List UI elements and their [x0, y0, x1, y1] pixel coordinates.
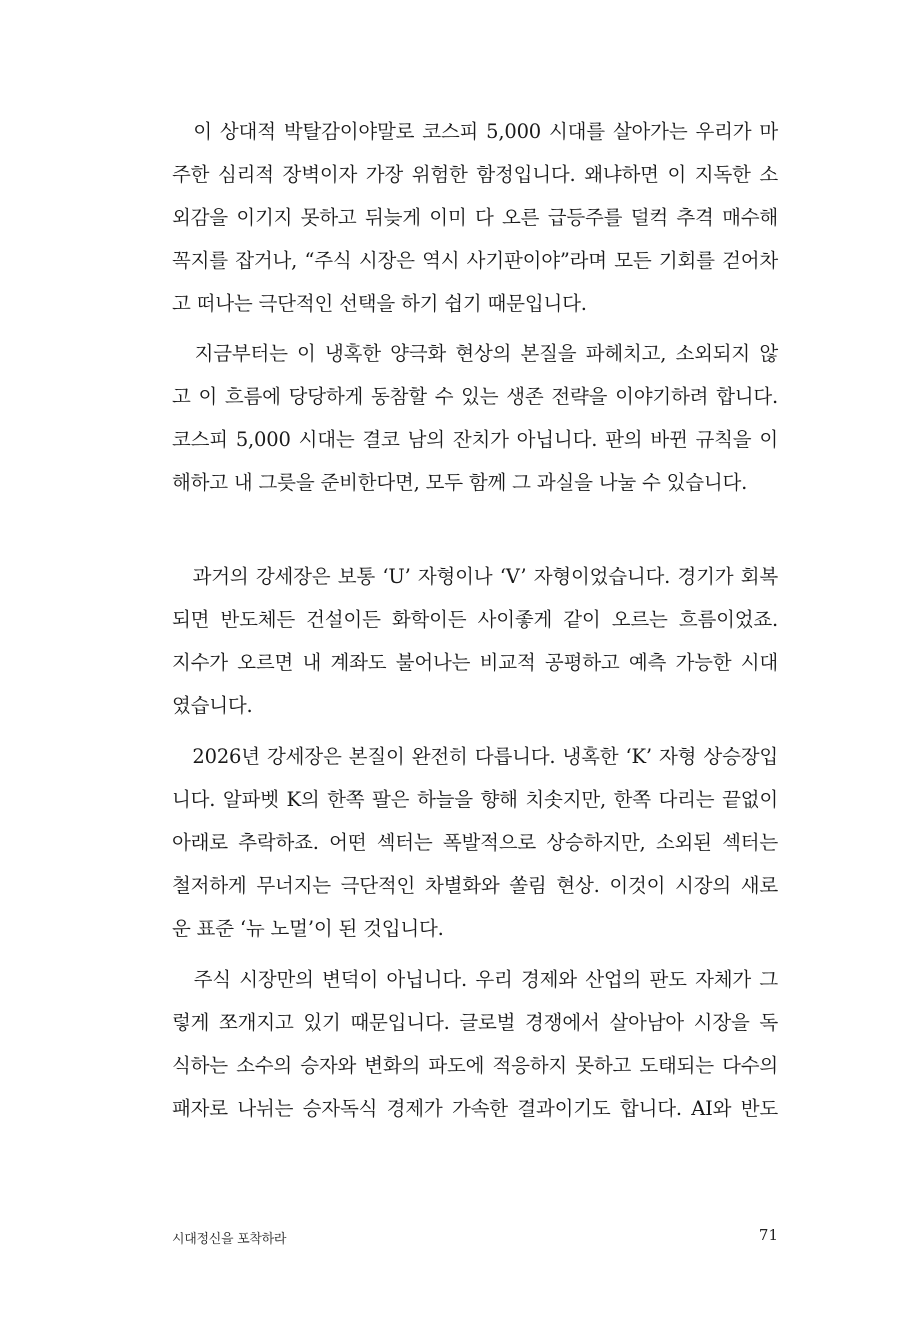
paragraph-2-line-4: 해하고 내 그릇을 준비한다면, 모두 함께 그 과실을 나눌 수 있습니다. [172, 471, 748, 494]
paragraph-2-line-3: 코스피 5,000 시대는 결코 남의 잔치가 아닙니다. 판의 바뀐 규칙을 이 [172, 428, 778, 451]
paragraph-3-line-4: 였습니다. [172, 694, 253, 717]
paragraph-1-line-4: 꼭지를 잡거나, “주식 시장은 역시 사기판이야”라며 모든 기회를 걷어차 [172, 249, 778, 272]
paragraph-5-line-2: 렇게 쪼개지고 있기 때문입니다. 글로벌 경쟁에서 살아남아 시장을 독 [172, 1011, 778, 1034]
paragraph-4-line-2: 니다. 알파벳 K의 한쪽 팔은 하늘을 향해 치솟지만, 한쪽 다리는 끝없이 [172, 788, 778, 811]
paragraph-1-line-5: 고 떠나는 극단적인 선택을 하기 쉽기 때문입니다. [172, 292, 587, 315]
paragraph-2-line-2: 고 이 흐름에 당당하게 동참할 수 있는 생존 전략을 이야기하려 합니다. [172, 385, 778, 408]
paragraph-5-line-3: 식하는 소수의 승자와 변화의 파도에 적응하지 못하고 도태되는 다수의 [172, 1054, 778, 1077]
paragraph-3-line-2: 되면 반도체든 건설이든 화학이든 사이좋게 같이 오르는 흐름이었죠. [172, 608, 778, 631]
paragraph-1-line-2: 주한 심리적 장벽이자 가장 위험한 함정입니다. 왜냐하면 이 지독한 소 [172, 163, 778, 186]
paragraph-2-line-1: 지금부터는 이 냉혹한 양극화 현상의 본질을 파헤치고, 소외되지 않 [172, 342, 778, 365]
paragraph-5-line-4: 패자로 나뉘는 승자독식 경제가 가속한 결과이기도 합니다. AI와 반도 [172, 1097, 778, 1120]
paragraph-1-line-3: 외감을 이기지 못하고 뒤늦게 이미 다 오른 급등주를 덜컥 추격 매수해 [172, 206, 778, 229]
paragraph-4-line-5: 운 표준 ‘뉴 노멀’이 된 것입니다. [172, 917, 444, 940]
page-number: 71 [758, 1226, 778, 1244]
paragraph-4-line-3: 아래로 추락하죠. 어떤 섹터는 폭발적으로 상승하지만, 소외된 섹터는 [172, 831, 778, 854]
paragraph-4-line-1: 2026년 강세장은 본질이 완전히 다릅니다. 냉혹한 ‘K’ 자형 상승장입 [172, 745, 778, 768]
paragraph-5-line-1: 주식 시장만의 변덕이 아닙니다. 우리 경제와 산업의 판도 자체가 그 [172, 968, 778, 991]
paragraph-3-line-1: 과거의 강세장은 보통 ‘U’ 자형이나 ‘V’ 자형이었습니다. 경기가 회복 [172, 565, 778, 588]
running-footer-book-title: 시대정신을 포착하라 [172, 1232, 287, 1247]
paragraph-3-line-3: 지수가 오르면 내 계좌도 불어나는 비교적 공평하고 예측 가능한 시대 [172, 651, 778, 674]
paragraph-4-line-4: 철저하게 무너지는 극단적인 차별화와 쏠림 현상. 이것이 시장의 새로 [172, 874, 778, 897]
paragraph-1-line-1: 이 상대적 박탈감이야말로 코스피 5,000 시대를 살아가는 우리가 마 [172, 120, 778, 143]
